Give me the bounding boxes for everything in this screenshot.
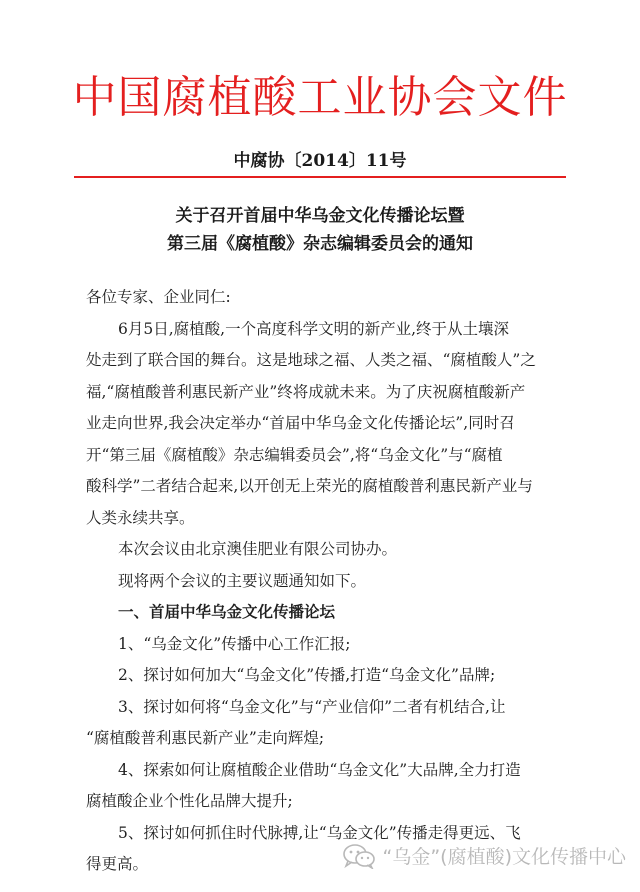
- paragraph-line: 6月5日,腐植酸,一个高度科学文明的新产业,终于从土壤深: [118, 319, 510, 338]
- list-item: 1、“乌金文化”传播中心工作汇报;: [118, 634, 351, 653]
- list-item: 2、探讨如何加大“乌金文化”传播,打造“乌金文化”品牌;: [118, 666, 496, 684]
- list-item: 5、探讨如何抓住时代脉搏,让“乌金文化”传播走得更远、飞: [118, 823, 521, 842]
- watermark-text: “乌金”(腐植酸)文化传播中心: [382, 846, 626, 868]
- watermark: [342, 842, 626, 869]
- body-text: [86, 282, 572, 881]
- doc-number: 中腐协〔2014〕11号: [233, 151, 407, 171]
- paragraph-line: 业走向世界,我会决定举办“首届中华乌金文化传播论坛”,同时召: [86, 414, 515, 432]
- list-item: 4、探索如何让腐植酸企业借助“乌金文化”大品牌,全力打造: [118, 760, 521, 779]
- list-item-continuation: “腐植酸普利惠民新产业”走向辉煌;: [86, 729, 325, 747]
- notice-title-line1: 关于召开首届中华乌金文化传播论坛暨: [175, 206, 465, 226]
- section-heading: 一、首届中华乌金文化传播论坛: [118, 603, 336, 621]
- salutation: 各位专家、企业同仁:: [86, 288, 231, 306]
- notice-title-line2: 第三届《腐植酸》杂志编辑委员会的通知: [167, 234, 473, 254]
- list-item-continuation: 腐植酸企业个性化品牌大提升;: [86, 792, 293, 810]
- paragraph-line: 开“第三届《腐植酸》杂志编辑委员会”,将“乌金文化”与“腐植: [86, 445, 503, 464]
- paragraph-line: 处走到了联合国的舞台。这是地球之福、人类之福、“腐植酸人”之: [86, 351, 536, 369]
- paragraph-line: 酸科学”二者结合起来,以开创无上荣光的腐植酸普利惠民新产业与: [86, 477, 533, 495]
- paragraph-line: 福,“腐植酸普利惠民新产业”终将成就未来。为了庆祝腐植酸新产: [86, 382, 526, 401]
- list-item: 3、探讨如何将“乌金文化”与“产业信仰”二者有机结合,让: [118, 697, 506, 716]
- paragraph-line: 人类永续共享。: [86, 508, 195, 527]
- wechat-icon: [342, 843, 376, 869]
- org-title: 中国腐植酸工业协会文件: [72, 72, 568, 123]
- list-item-continuation: 得更高。: [86, 855, 149, 873]
- intro-note: 现将两个会议的主要议题通知如下。: [118, 571, 367, 590]
- assist-note: 本次会议由北京澳佳肥业有限公司协办。: [118, 540, 398, 558]
- red-divider: [74, 176, 566, 178]
